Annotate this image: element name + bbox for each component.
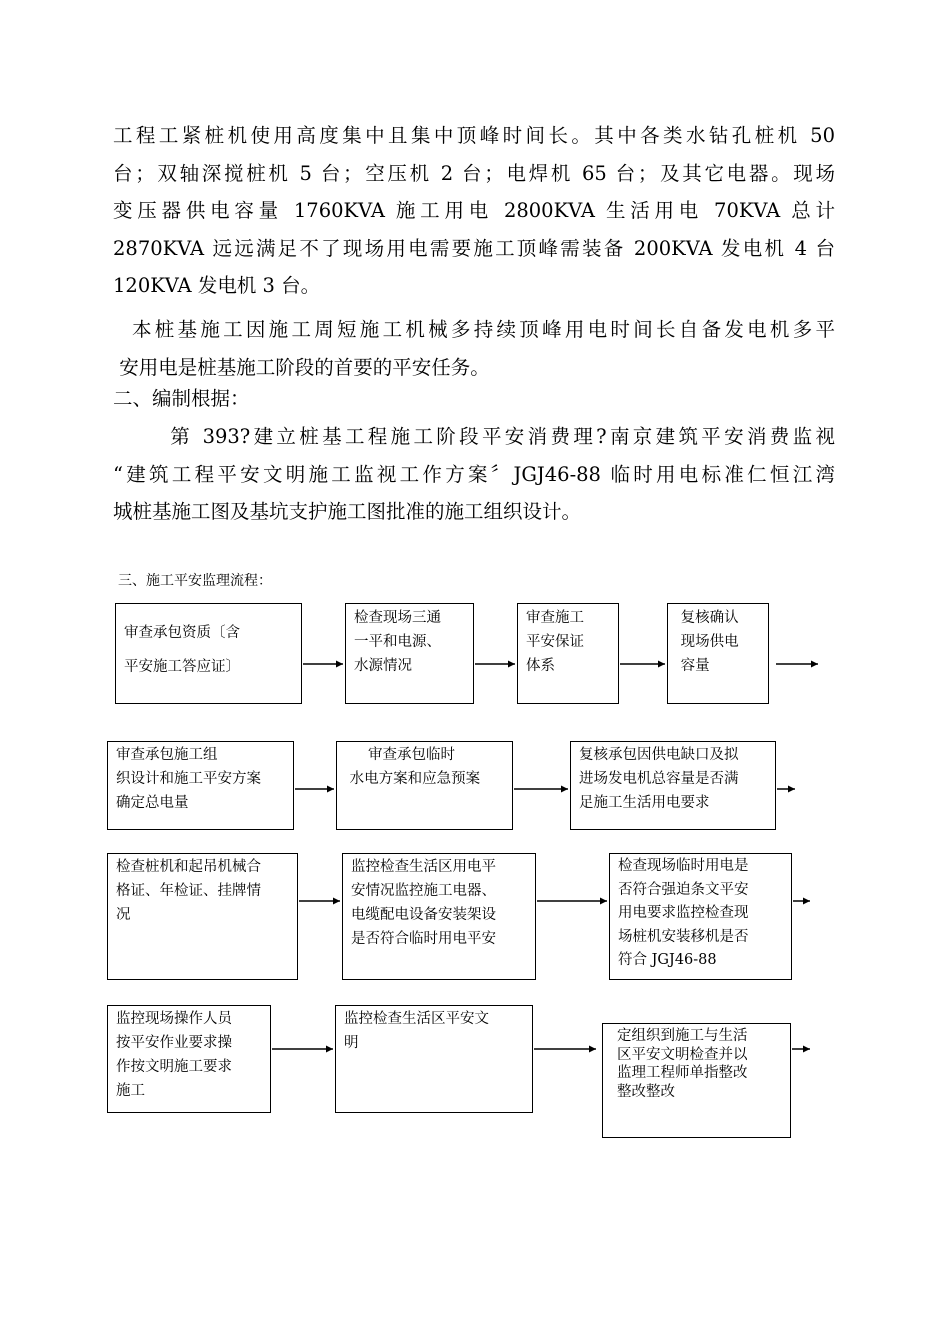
box-line: 平安施工答应证〕 bbox=[124, 659, 240, 675]
text-line: 2870KVA 远远满足不了现场用电需要施工顶峰需装备 200KVA 发电机 4 台 bbox=[113, 236, 835, 260]
text-line: 城桩基施工图及基坑支护施工图批准的施工组织设计。 bbox=[113, 500, 582, 523]
text-line: 本桩基施工因施工周短施工机械多持续顶峰用电时间长自备发电机多平 bbox=[113, 318, 835, 341]
box-line: 检查现场临时用电是 bbox=[618, 858, 749, 874]
flowchart-title: 三、施工平安监理流程： bbox=[118, 573, 272, 589]
box-line: 审查承包资质〔含 bbox=[124, 625, 240, 641]
text-line: 120KVA 发电机 3 台。 bbox=[113, 274, 321, 297]
box-line: 一平和电源、 bbox=[354, 634, 441, 650]
box-line: 复核承包因供电缺口及拟 bbox=[579, 747, 739, 763]
text-line: 台；双轴深搅桩机 5 台；空压机 2 台；电焊机 65 台；及其它电器。现场 bbox=[113, 161, 835, 185]
box-line: 监控现场操作人员 bbox=[116, 1011, 232, 1027]
box-line: 审查施工 bbox=[526, 610, 584, 626]
box-line: 符合 JGJ46-88 bbox=[618, 952, 717, 968]
box-line: 况 bbox=[116, 907, 131, 923]
box-line: 检查桩机和起吊机械合 bbox=[116, 859, 261, 875]
box-line: 平安保证 bbox=[526, 634, 584, 650]
box-line: 监理工程师单指整改 bbox=[617, 1065, 748, 1081]
box-line: 施工 bbox=[116, 1083, 145, 1099]
box-line: 电缆配电设备安装架设 bbox=[351, 907, 496, 923]
box-line: 现场供电 bbox=[676, 634, 739, 650]
box-line: 容量 bbox=[676, 658, 710, 674]
text-line: 安用电是桩基施工阶段的首要的平安任务。 bbox=[113, 355, 490, 379]
box-line: 监控检查生活区用电平 bbox=[351, 859, 496, 875]
box-line: 整改整改 bbox=[617, 1083, 675, 1100]
box-line: 体系 bbox=[526, 658, 555, 674]
box-line: 否符合强迫条文平安 bbox=[618, 881, 749, 898]
box-line: 审查承包临时 bbox=[345, 747, 456, 763]
box-line: 明 bbox=[344, 1035, 359, 1051]
box-line: 织设计和施工平安方案 bbox=[116, 771, 261, 787]
box-line: 场桩机安装移机是否 bbox=[618, 928, 749, 945]
box-line: 确定总电量 bbox=[116, 795, 189, 811]
box-line: 格证、年检证、挂牌情 bbox=[116, 883, 261, 899]
box-line: 监控检查生活区平安文 bbox=[344, 1011, 489, 1027]
box-line: 安情况监控施工电器、 bbox=[351, 883, 496, 899]
box-line: 按平安作业要求操 bbox=[116, 1035, 232, 1051]
box-line: 足施工生活用电要求 bbox=[579, 795, 710, 811]
text-line: “建筑工程平安文明施工监视工作方案〞JGJ46-88 临时用电标准仁恒江湾 bbox=[113, 462, 835, 486]
text-line: 工程工紧桩机使用高度集中且集中顶峰时间长。其中各类水钻孔桩机 50 bbox=[113, 124, 835, 147]
box-line: 区平安文明检查并以 bbox=[617, 1046, 748, 1063]
box-line: 水电方案和应急预案 bbox=[345, 771, 481, 787]
box-line: 水源情况 bbox=[354, 658, 412, 674]
box-line: 用电要求监控检查现 bbox=[618, 905, 749, 921]
box-line: 作按文明施工要求 bbox=[116, 1059, 232, 1075]
box-line: 是否符合临时用电平安 bbox=[351, 931, 496, 947]
box-line: 检查现场三通 bbox=[354, 610, 441, 626]
text-line: 变压器供电容量 1760KVA 施工用电 2800KVA 生活用电 70KVA 总计 bbox=[113, 199, 835, 222]
box-line: 复核确认 bbox=[676, 610, 739, 626]
box-line: 进场发电机总容量是否满 bbox=[579, 771, 739, 787]
text-line: 第 393?建立桩基工程施工阶段平安消费理?南京建筑平安消费监视 bbox=[113, 425, 835, 448]
box-line: 审查承包施工组 bbox=[116, 747, 218, 763]
box-line: 定组织到施工与生活 bbox=[617, 1028, 748, 1044]
heading-text: 二、编制根据： bbox=[113, 387, 250, 410]
